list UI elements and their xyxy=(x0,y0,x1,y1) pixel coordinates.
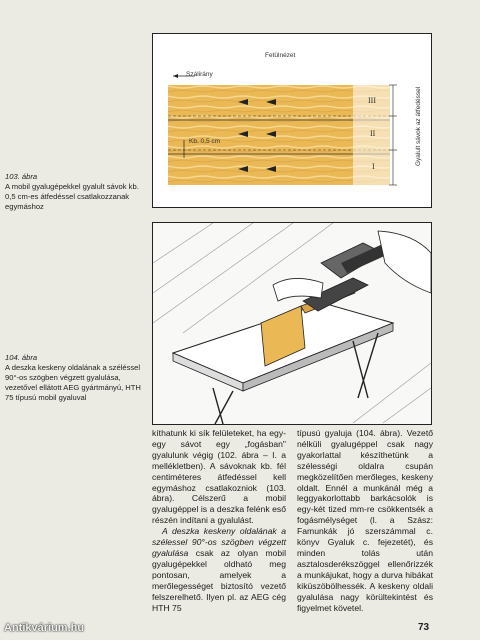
paragraph: típusú gyaluja (104. ábra). Vezető nélküli gyalugéppel csak nagy gyakorlattal készíthetünk a szélességi oldalra csupán megközelítően merőleges, keskeny oldalt. Ennél a munkánál még a leggyakorlottabb barkácsolók is egy-két tized mm-re csökkentsék a fogásmélységet (l. a Szász: Famunkák jó szerszámmal c. könyv Gyaluk c. fejezetét), és minden tolás után asztalosderékszöggel ellenőrizzék a munkájukat, hogy a durva hibákat kiküszöbölhessék. A keskeny oldali gyalulása nagy körültekintést és figyelmet követel. xyxy=(297,428,433,613)
plank-strips-drawing xyxy=(153,34,431,207)
text-column-right xyxy=(297,428,433,613)
text-column-left xyxy=(152,428,286,613)
grain-direction-label: Szálirány xyxy=(186,71,213,78)
paragraph: kíthatunk ki sík felületeket, ha egy-egy sávot egy „fogásban" gyalulunk végig (102. ábra – I. a mellékletben). A sávoknak kb. fél centiméteres átfedéssel kell egymáshoz csatlakozniok (103. ábra). Célszerű a mobil gyalugéppel is a deszka felénk eső részén indítani a gyalulást. xyxy=(152,428,286,526)
figure-103-diagram xyxy=(152,33,432,208)
page-number: 73 xyxy=(418,622,430,633)
caption-text: A mobil gyalugépekkel gyalult sávok kb. 0,5 cm-es átfedéssel csatlakozzanak egymáshoz xyxy=(5,181,139,211)
overlap-width-label: Kb. 0,5 cm xyxy=(189,138,221,145)
strip-label-ii: II xyxy=(370,129,376,138)
figure-104-illustration xyxy=(152,222,432,425)
strip-label-iii: III xyxy=(368,96,376,105)
figure-104-caption xyxy=(5,353,145,403)
caption-number: 104. ábra xyxy=(5,353,38,362)
planer-drawing xyxy=(153,223,431,424)
watermark: Antikvárium.hu xyxy=(4,622,85,634)
italic-heading: A deszka keskeny oldalának a szélessel 90°-os szögben végzett gyalulása xyxy=(152,526,286,558)
paragraph xyxy=(152,526,286,613)
caption-number: 103. ábra xyxy=(5,172,38,181)
side-label: Gyalult sávok az átfedéssel xyxy=(415,86,422,166)
figure-103-caption xyxy=(5,172,145,212)
caption-text: A deszka keskeny oldalának a széléssel 90°-os szögben végzett gyalulása, vezetővel ellátott AEG gyártmányú, HTH 75 típusú mobil gyaluval xyxy=(5,362,141,402)
top-view-label: Fetülnézet xyxy=(265,52,296,59)
strip-label-i: I xyxy=(372,162,375,171)
paragraph-continued: csak az olyan mobil gyalugépekkel oldható meg pontosan, amelyek a merőlegességet biztosító vezető felszerelhető. Ilyen pl. az AEG cég HTH 75 xyxy=(152,547,286,613)
